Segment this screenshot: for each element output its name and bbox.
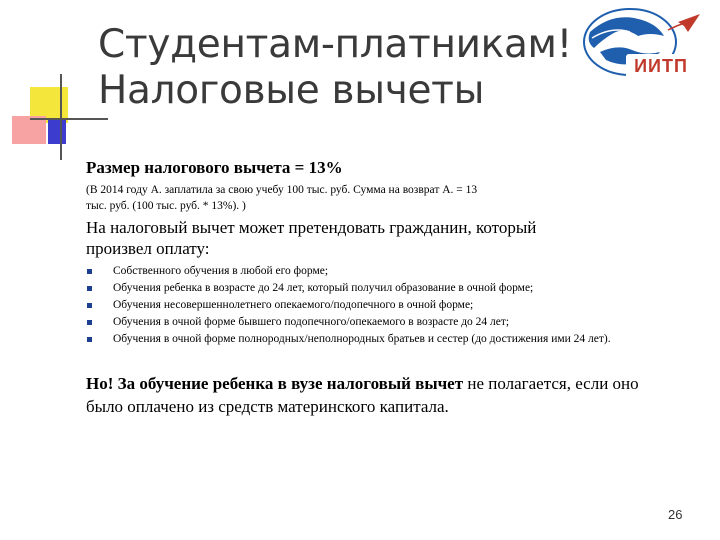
page-number: 26 [668, 507, 683, 522]
square-bullet-icon [87, 337, 92, 342]
decor-vertical-line [60, 74, 62, 160]
slide-title [98, 22, 572, 114]
square-bullet-icon [87, 286, 92, 291]
note-text: не полагается, если оно было оплачено из средств материнского капитала. [86, 374, 639, 416]
note-bold-text: Но! За обучение ребенка в вузе налоговый вычет [86, 374, 464, 393]
list-item [86, 331, 716, 348]
list-item-text: Собственного обучения в любой его форме; [113, 265, 329, 277]
logo-text: ИИТП [634, 56, 688, 76]
deduction-size-heading: Размер налогового вычета = 13% [86, 158, 343, 177]
decor-blue-square [48, 120, 66, 144]
list-item [86, 297, 716, 314]
example-text: (В 2014 году А. заплатила за свою учебу 100 тыс. руб. Сумма на возврат А. = 13 тыс. руб. (100 тыс. руб. * 13%). ) [86, 184, 478, 212]
square-bullet-icon [87, 320, 92, 325]
title-line-2: Налоговые вычеты [98, 68, 485, 113]
decor-pink-square [12, 116, 46, 144]
square-bullet-icon [87, 269, 92, 274]
list-item [86, 280, 716, 297]
list-item [86, 314, 716, 331]
list-item-text: Обучения несовершеннолетнего опекаемого/подопечного в очной форме; [113, 299, 474, 311]
list-item-text: Обучения в очной форме полнородных/неполнородных братьев и сестер (до достижения ими 24 лет). [113, 333, 611, 345]
square-bullet-icon [87, 303, 92, 308]
list-item [86, 263, 716, 280]
globe-with-paper-plane-icon [572, 2, 712, 92]
eligibility-heading: На налоговый вычет может претендовать гражданин, который произвел оплату: [86, 218, 537, 258]
eligibility-list [86, 263, 716, 348]
decor-horizontal-line [30, 118, 108, 120]
slide-body [86, 158, 716, 418]
list-item-text: Обучения в очной форме бывшего подопечного/опекаемого в возрасте до 24 лет; [113, 316, 510, 328]
list-item-text: Обучения ребенка в возрасте до 24 лет, который получил образование в очной форме; [113, 282, 534, 294]
maternity-capital-note [86, 372, 646, 418]
title-line-1: Студентам-платникам! [98, 22, 572, 67]
